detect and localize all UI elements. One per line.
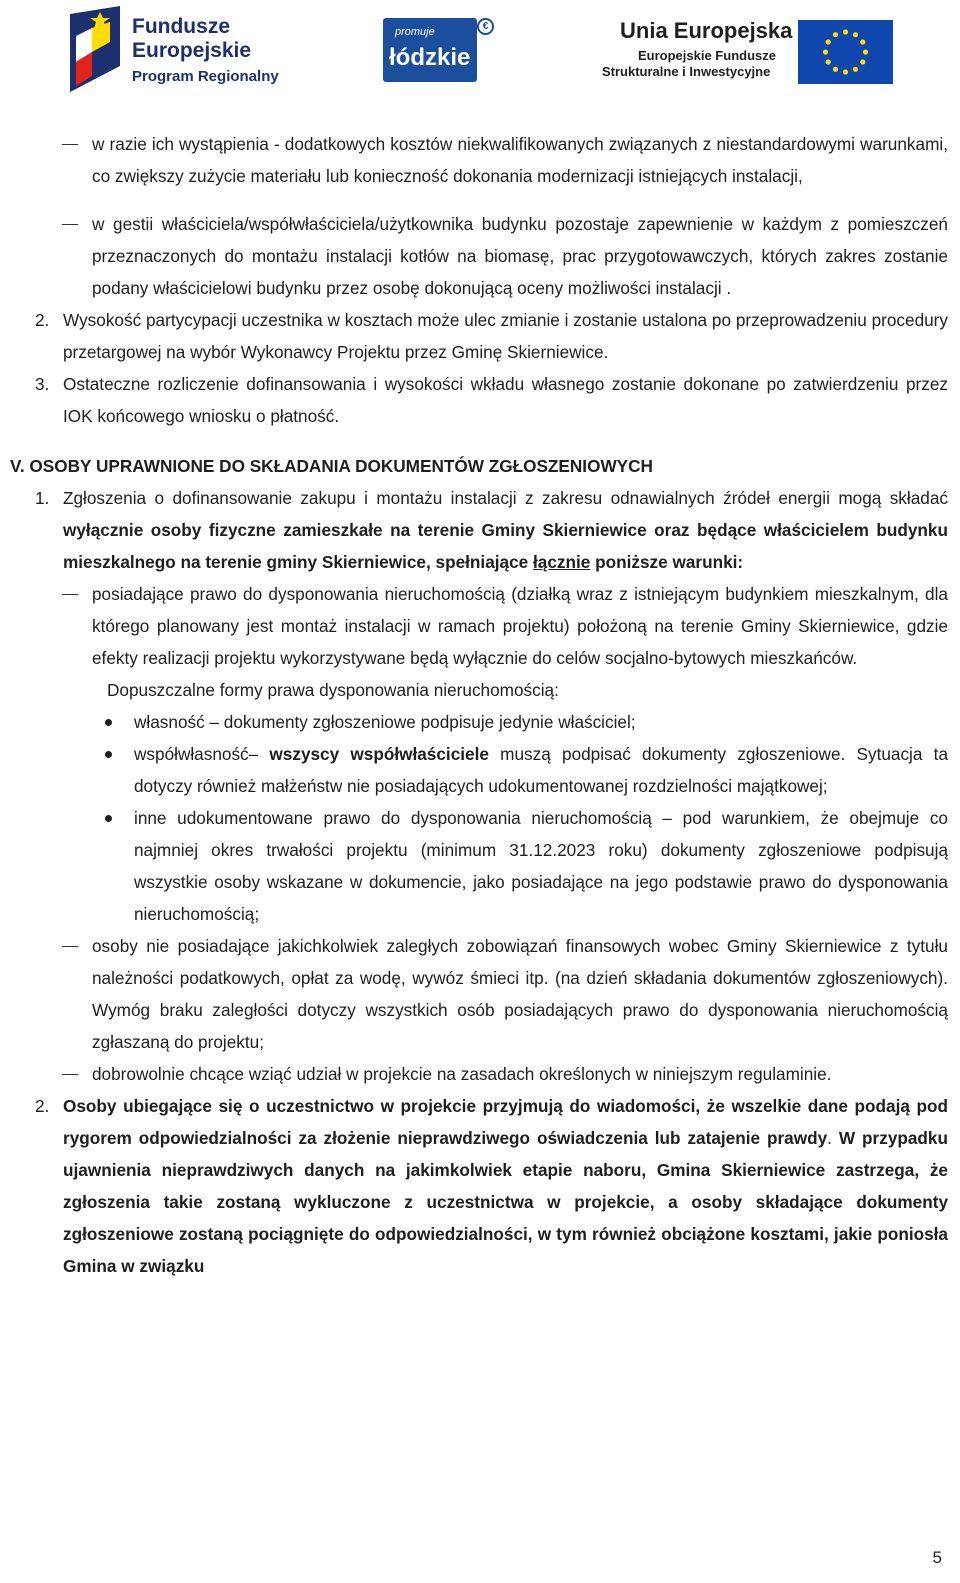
- list-item-dash: [0, 930, 960, 1058]
- item-text: Wysokość partycypacji uczestnika w kosztach może ulec zmianie i zostanie ustalona po przeprowadzeniu procedury przetargowej na wybór Wykonawcy Projektu przez Gminę Skierniewice.: [63, 310, 948, 362]
- item-text-bold: Osoby ubiegające się o uczestnictwo w projekcie przyjmują do wiadomości, że wszelkie dane podają pod rygorem odpowiedzialności za złożenie nieprawdziwego oświadczenia lub zatajenie prawdy: [63, 1096, 948, 1148]
- bullet-dot-icon: [105, 751, 112, 758]
- numbered-item-2b: [0, 1090, 960, 1282]
- item-text: Ostateczne rozliczenie dofinansowania i wysokości wkładu własnego zostanie dokonane po zatwierdzeniu przez IOK końcowego wniosku o płatność.: [63, 374, 948, 426]
- item-text-bold: W przypadku ujawnienia nieprawdziwych danych na jakimkolwiek etapie naboru, Gmina Skierniewice zastrzega, że zgłoszenia takie zostaną wykluczone z uczestnictwa w projekcie, a osoby składające dokumenty zgłoszeniowe zostaną pociągnięte do odpowiedzialności, w tym również obciążone kosztami, jakie poniosła Gmina w związku: [63, 1128, 948, 1276]
- ue-sub-2: Strukturalne i Inwestycyjne: [602, 64, 771, 79]
- item-number: 3.: [35, 374, 50, 394]
- list-item-dash: [0, 1058, 960, 1090]
- list-item-text: posiadające prawo do dysponowania nieruchomością (działką wraz z istniejącym budynkiem mieszkalnym, dla którego planowany jest montaż instalacji w ramach projektu) położoną na terenie Gminy Skierniewice, gdzie efekty realizacji projektu wykorzystywane będą wyłącznie do celów socjalno-bytowych mieszkańców.: [92, 584, 948, 668]
- fe-line-3: Program Regionalny: [132, 68, 279, 85]
- bullet-text: własność – dokumenty zgłoszeniowe podpisuje jedynie właściciel;: [134, 712, 636, 732]
- list-item-text: dobrowolnie chcące wziąć udział w projekcie na zasadach określonych w niniejszym regulaminie.: [92, 1064, 832, 1084]
- forms-intro: Dopuszczalne formy prawa dysponowania nieruchomością:: [107, 680, 559, 700]
- document-body: [0, 128, 960, 1282]
- numbered-item-3: [0, 368, 960, 432]
- bullet-text: muszą podpisać dokumenty zgłoszeniowe. Sytuacja ta dotyczy również małżeństw nie posiadających udokumentowanej rozdzielności majątkowej;: [134, 744, 948, 796]
- numbered-item-2: [0, 304, 960, 368]
- eu-flag-icon: [798, 20, 893, 84]
- list-item-text: osoby nie posiadające jakichkolwiek zaległych zobowiązań finansowych wobec Gminy Skierniewice z tytułu należności podatkowych, opłat za wodę, wywóz śmieci itp. (na dzień składania dokumentów zgłoszeniowych). Wymóg braku zaległości dotyczy wszystkich osób posiadających prawo do dysponowania nieruchomością zgłaszaną do projektu;: [92, 936, 948, 1052]
- numbered-item-1: [0, 482, 960, 578]
- item-number: 2.: [35, 1096, 50, 1116]
- section-heading: V. OSOBY UPRAWNIONE DO SKŁADANIA DOKUMENTÓW ZGŁOSZENIOWYCH: [10, 456, 653, 476]
- bullet-text: inne udokumentowane prawo do dysponowania nieruchomością – pod warunkiem, że obejmuje co najmniej okres trwałości projektu (minimum 31.12.2023 roku) dokumenty zgłoszeniowe podpisują wszystkie osoby wskazane w dokumencie, jako posiadające na jego podstawie prawo do dysponowania nieruchomością;: [134, 808, 948, 924]
- lodzkie-big-text: łódzkie: [389, 44, 471, 71]
- list-item-dash: [0, 578, 960, 674]
- bullet-text-bold: wszyscy współwłaściciele: [269, 744, 489, 764]
- fe-line-1: Fundusze: [132, 15, 230, 38]
- list-item-text: w razie ich wystąpienia - dodatkowych kosztów niekwalifikowanych związanych z niestandardowymi warunkami, co zwiększy zużycie materiału lub konieczność dokonania modernizacji istniejących instalacji,: [92, 134, 948, 186]
- list-item-bullet: [0, 706, 960, 738]
- euro-circle-icon: €: [477, 18, 494, 35]
- item-text: .: [827, 1128, 839, 1148]
- ue-sub-1: Europejskie Fundusze: [638, 48, 776, 63]
- item-text-bold: poniższe warunki:: [590, 552, 744, 572]
- lodzkie-badge: [383, 18, 477, 82]
- list-item-bullet: [0, 738, 960, 802]
- fe-flag-icon: [70, 6, 124, 92]
- unia-europejska-logo: [600, 18, 900, 88]
- page-number: 5: [932, 1548, 942, 1567]
- fe-line-2: Europejskie: [132, 39, 252, 62]
- lodzkie-logo: [383, 18, 495, 84]
- item-number: 1.: [35, 488, 50, 508]
- fundusze-europejskie-logo: [70, 6, 290, 92]
- header-logos: [0, 0, 960, 105]
- bullet-text: współwłasność–: [134, 744, 270, 764]
- lodzkie-small-text: promuje: [395, 26, 435, 38]
- item-text-bold: wyłącznie osoby fizyczne zamieszkałe na terenie Gminy Skierniewice oraz będące właścicielem budynku mieszkalnego na terenie gminy Skierniewice, spełniające: [63, 520, 948, 572]
- list-item-text: w gestii właściciela/współwłaściciela/użytkownika budynku pozostaje zapewnienie w każdym z pomieszczeń przeznaczonych do montażu instalacji kotłów na biomasę, prac przygotowawczych, których zakres zostanie podany właścicielowi budynku przez osobę dokonującą oceny możliwości instalacji .: [92, 214, 948, 298]
- list-item-dash: [0, 128, 960, 192]
- bullet-dot-icon: [105, 815, 112, 822]
- bullet-dot-icon: [105, 719, 112, 726]
- ue-title: Unia Europejska: [620, 18, 793, 43]
- item-number: 2.: [35, 310, 50, 330]
- list-item-dash: [0, 208, 960, 304]
- item-text-underlined: łącznie: [533, 552, 591, 572]
- list-item-bullet: [0, 802, 960, 930]
- item-text-part: Zgłoszenia o dofinansowanie zakupu i montażu instalacji z zakresu odnawialnych źródeł energii mogą składać: [63, 488, 948, 508]
